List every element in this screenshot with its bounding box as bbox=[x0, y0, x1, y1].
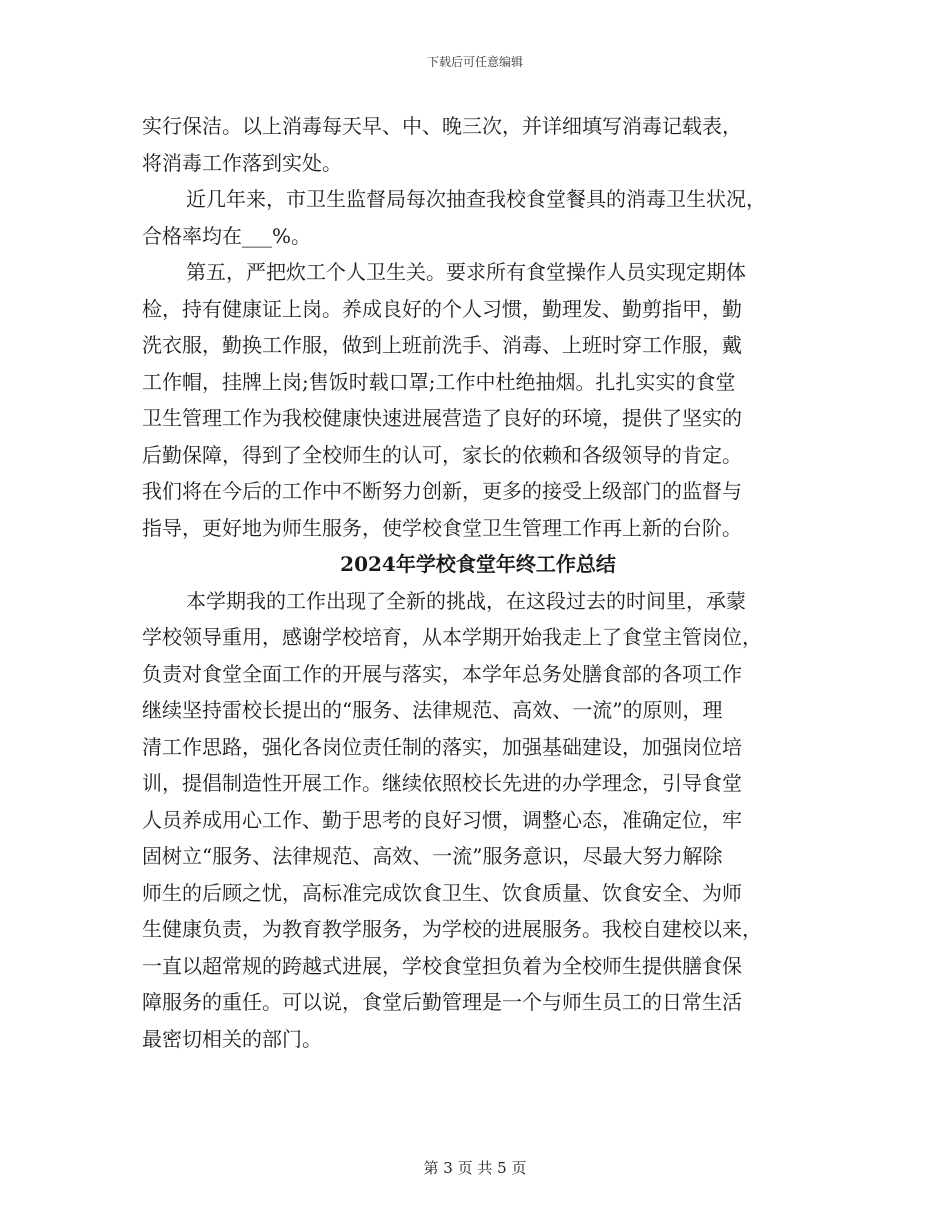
document-body bbox=[142, 108, 814, 1057]
text-line: 合格率均在___%。 bbox=[142, 223, 312, 248]
text-line: 将消毒工作落到实处。 bbox=[142, 150, 342, 175]
text-line: 后勤保障，得到了全校师生的认可，家长的依赖和各级领导的肯定。 bbox=[142, 442, 742, 467]
text-line: 清工作思路，强化各岗位责任制的落实，加强基础建设，加强岗位培 bbox=[142, 734, 742, 759]
paragraph bbox=[142, 583, 814, 1058]
text-line: 实行保洁。以上消毒每天早、中、晚三次，并详细填写消毒记载表， bbox=[142, 114, 742, 138]
page-number: 第 3 页 共 5 页 bbox=[423, 1159, 527, 1177]
text-line: 继续坚持雷校长提出的“服务、法律规范、高效、一流”的原则，理 bbox=[142, 698, 723, 722]
text-line: 检，持有健康证上岗。养成良好的个人习惯，勤理发、勤剪指甲，勤 bbox=[142, 296, 742, 321]
page-header-note: 下载后可任意编辑 bbox=[426, 55, 523, 69]
text-line: 固树立“服务、法律规范、高效、一流”服务意识，尽最大努力解除 bbox=[142, 844, 723, 868]
text-line: 障服务的重任。可以说，食堂后勤管理是一个与师生员工的日常生活 bbox=[142, 990, 742, 1014]
text-line: 卫生管理工作为我校健康快速进展营造了良好的环境，提供了坚实的 bbox=[142, 406, 742, 430]
text-line: 工作帽，挂牌上岗;售饭时载口罩;工作中杜绝抽烟。扎扎实实的食堂 bbox=[142, 369, 736, 394]
text-line: 师生的后顾之忧，高标准完成饮食卫生、饮食质量、饮食安全、为师 bbox=[142, 880, 742, 905]
section-title: 2024年学校食堂年终工作总结 bbox=[340, 552, 616, 576]
text-line: 训，提倡制造性开展工作。继续依照校长先进的办学理念，引导食堂 bbox=[142, 771, 742, 795]
text-line: 我们将在今后的工作中不断努力创新，更多的接受上级部门的监督与 bbox=[142, 479, 742, 503]
text-line: 指导，更好地为师生服务，使学校食堂卫生管理工作再上新的台阶。 bbox=[142, 515, 742, 540]
text-line: 一直以超常规的跨越式进展，学校食堂担负着为全校师生提供膳食保 bbox=[142, 953, 742, 978]
text-line: 本学期我的工作出现了全新的挑战，在这段过去的时间里，承蒙 bbox=[186, 588, 746, 613]
text-line: 第五，严把炊工个人卫生关。要求所有食堂操作人员实现定期体 bbox=[186, 260, 746, 284]
paragraph bbox=[142, 108, 814, 181]
text-line: 负责对食堂全面工作的开展与落实，本学年总务处膳食部的各项工作 bbox=[142, 661, 742, 686]
text-line: 学校领导重用，感谢学校培育，从本学期开始我走上了食堂主管岗位， bbox=[142, 625, 762, 649]
text-line: 生健康负责，为教育教学服务，为学校的进展服务。我校自建校以来， bbox=[142, 917, 762, 941]
text-line: 近几年来，市卫生监督局每次抽查我校食堂餐具的消毒卫生状况， bbox=[186, 187, 766, 211]
text-line: 人员养成用心工作、勤于思考的良好习惯，调整心态，准确定位，牢 bbox=[142, 807, 742, 832]
paragraph bbox=[142, 181, 814, 254]
paragraph bbox=[142, 254, 814, 546]
text-line: 洗衣服，勤换工作服，做到上班前洗手、消毒、上班时穿工作服，戴 bbox=[142, 333, 742, 357]
text-line: 最密切相关的部门。 bbox=[142, 1026, 322, 1051]
